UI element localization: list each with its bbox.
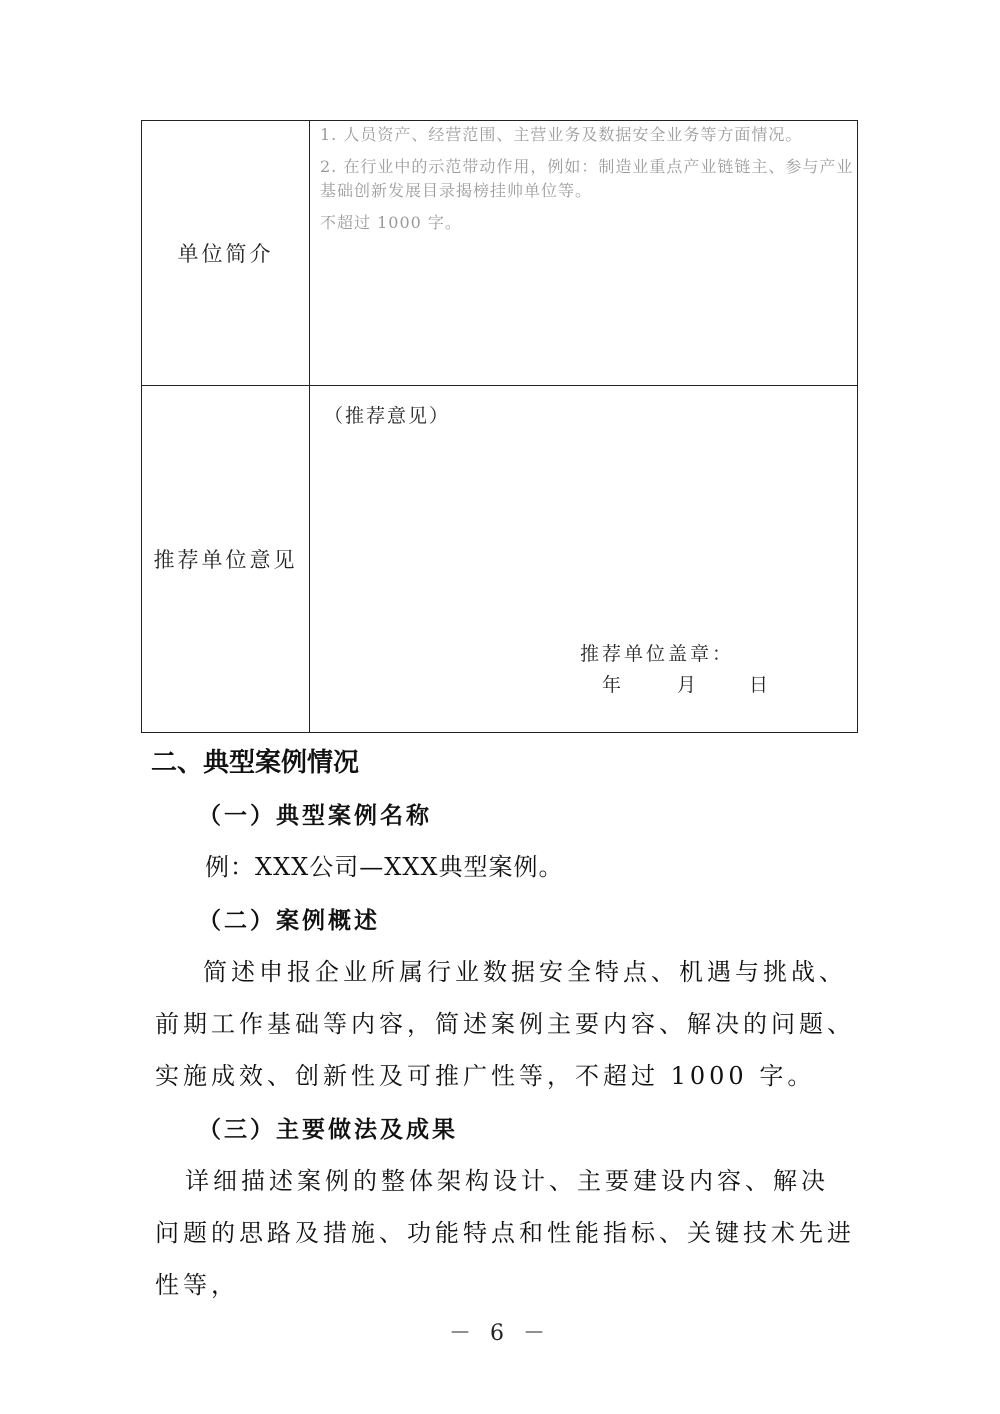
day-label: 日 <box>749 674 769 696</box>
column-divider <box>309 121 310 732</box>
year-label: 年 <box>602 674 622 696</box>
month-label: 月 <box>677 674 697 696</box>
subsection-3-heading: （三）主要做法及成果 <box>198 1116 458 1143</box>
recommend-opinion-field[interactable]: （推荐意见） <box>324 405 451 427</box>
case-overview-text: 简述申报企业所属行业数据安全特点、机遇与挑战、前期工作基础等内容，简述案例主要内容、解决的问题、实施成效、创新性及可推广性等，不超过 1000 字。 <box>155 958 855 1090</box>
recommend-opinion-label: 推荐单位意见 <box>153 548 298 572</box>
unit-intro-hint-3: 不超过 1000 字。 <box>320 213 462 232</box>
section-heading: 二、典型案例情况 <box>151 748 360 778</box>
subsection-2-heading: （二）案例概述 <box>198 907 380 934</box>
page-number: － 6 － <box>449 1321 551 1346</box>
date-line <box>602 670 768 697</box>
unit-intro-label: 单位简介 <box>177 242 274 266</box>
application-form-table <box>141 120 858 733</box>
unit-intro-field[interactable] <box>320 123 855 243</box>
case-name-example: 例：XXX公司—XXX典型案例。 <box>205 853 564 881</box>
stamp-label: 推荐单位盖章： <box>580 643 735 665</box>
subsection-1-heading: （一）典型案例名称 <box>198 802 432 829</box>
main-practices-text: 详细描述案例的整体架构设计、主要建设内容、解决问题的思路及措施、功能特点和性能指标、关键技术先进性等， <box>155 1167 855 1299</box>
unit-intro-hint-1: 1. 人员资产、经营范围、主营业务及数据安全业务等方面情况。 <box>320 125 803 144</box>
unit-intro-hint-2: 2. 在行业中的示范带动作用，例如：制造业重点产业链链主、参与产业基础创新发展目录揭榜挂帅单位等。 <box>320 157 854 200</box>
